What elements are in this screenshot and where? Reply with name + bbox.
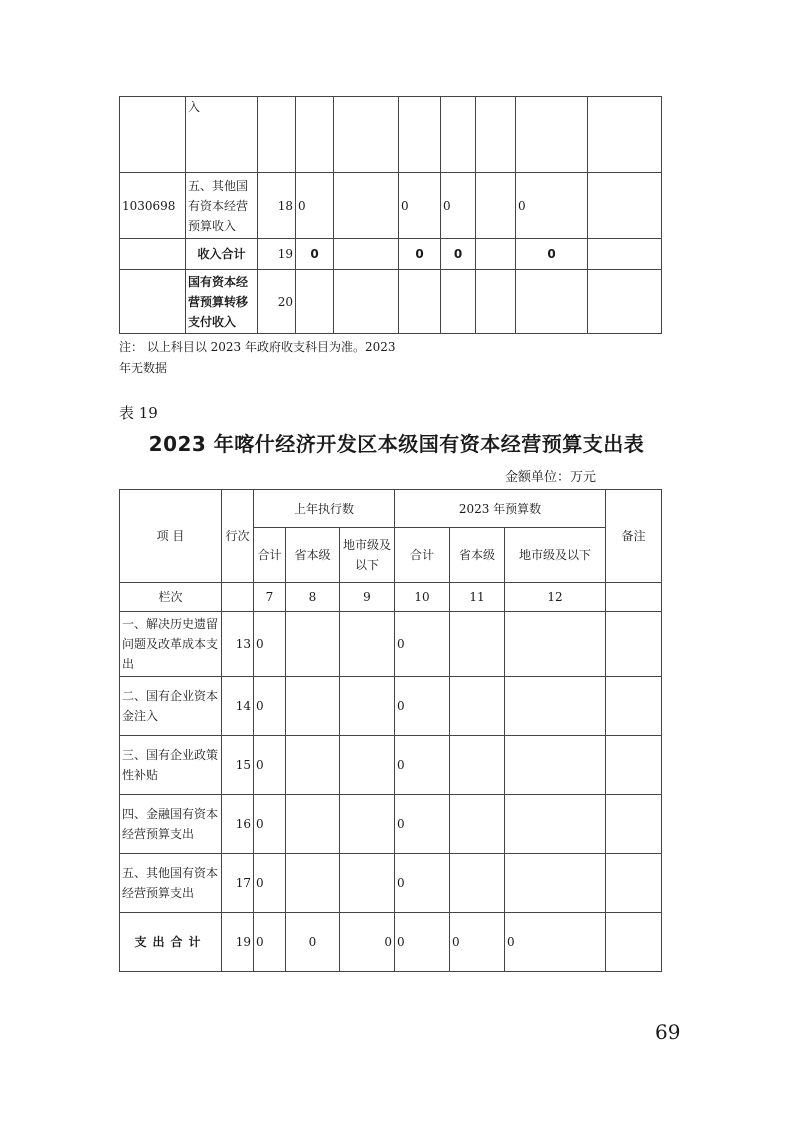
column-cell: 9 [340,583,395,612]
column-cell: 12 [505,583,606,612]
remark-cell [606,583,662,612]
value-cell [505,677,606,736]
line-cell: 15 [222,736,254,795]
column-cell [222,583,254,612]
header-prev-year: 上年执行数 [254,490,395,528]
code-cell [120,239,186,270]
name-cell: 五、其他国有资本经营预算收入 [186,173,258,239]
value-cell: 0 [340,913,395,972]
table-row [120,736,662,795]
value-cell: 0 [254,854,286,913]
value-cell: 0 [286,913,340,972]
name-cell: 五、其他国有资本经营预算支出 [120,854,222,913]
header-sub-province: 省本级 [450,528,505,583]
value-cell: 0 [399,173,441,239]
remark-cell [588,173,662,239]
line-cell: 18 [258,173,296,239]
remark-cell [588,97,662,173]
value-cell: 0 [516,173,588,239]
header-remark: 备注 [606,490,662,583]
value-cell: 0 [395,677,450,736]
line-cell: 14 [222,677,254,736]
header-sub-local: 地市级及以下 [340,528,395,583]
table-label: 表 19 [119,404,158,422]
remark-cell [606,795,662,854]
value-cell [296,97,334,173]
line-cell: 19 [258,239,296,270]
value-cell [334,173,399,239]
value-cell [340,612,395,677]
name-cell: 入 [186,97,258,173]
table-row [120,239,662,270]
value-cell [505,736,606,795]
column-label: 栏次 [120,583,222,612]
value-cell [334,97,399,173]
value-cell [476,173,516,239]
header-item: 项 目 [120,490,222,583]
table-row [120,854,662,913]
value-cell: 0 [395,736,450,795]
value-cell [505,795,606,854]
total-row [120,913,662,972]
value-cell: 0 [254,913,286,972]
value-cell: 0 [296,239,334,270]
value-cell [450,677,505,736]
line-cell [258,97,296,173]
revenue-table-continuation [119,96,662,334]
line-cell: 16 [222,795,254,854]
value-cell: 0 [441,173,476,239]
line-cell: 13 [222,612,254,677]
name-cell: 一、解决历史遗留问题及改革成本支出 [120,612,222,677]
value-cell [286,854,340,913]
line-cell: 20 [258,270,296,334]
column-cell: 11 [450,583,505,612]
remark-cell [606,736,662,795]
value-cell: 0 [395,854,450,913]
value-cell [399,97,441,173]
value-cell [476,270,516,334]
value-cell: 0 [399,239,441,270]
value-cell: 0 [395,612,450,677]
name-cell: 国有资本经营预算转移支付收入 [186,270,258,334]
value-cell: 0 [516,239,588,270]
remark-cell [606,854,662,913]
note-line: 注： 以上科目以 2023 年政府收支科目为准。2023 [119,340,396,354]
table-row [120,612,662,677]
remark-cell [588,270,662,334]
table-row [120,795,662,854]
value-cell [476,97,516,173]
code-cell: 1030698 [120,173,186,239]
column-cell: 10 [395,583,450,612]
table-note [119,337,419,379]
line-cell: 17 [222,854,254,913]
header-line: 行次 [222,490,254,583]
value-cell [340,795,395,854]
value-cell: 0 [254,795,286,854]
value-cell [296,270,334,334]
value-cell [441,97,476,173]
value-cell [334,239,399,270]
value-cell [286,795,340,854]
value-cell [286,677,340,736]
table-row [120,97,662,173]
value-cell [450,612,505,677]
value-cell [450,795,505,854]
header-sub-local: 地市级及以下 [505,528,606,583]
value-cell [505,854,606,913]
value-cell: 0 [296,173,334,239]
value-cell [450,736,505,795]
name-cell: 三、国有企业政策性补贴 [120,736,222,795]
value-cell: 0 [395,795,450,854]
name-cell: 收入合计 [186,239,258,270]
value-cell: 0 [254,736,286,795]
remark-cell [606,612,662,677]
name-cell: 支出合计 [120,913,222,972]
table-row [120,173,662,239]
value-cell: 0 [254,612,286,677]
table-row [120,270,662,334]
value-cell [340,736,395,795]
value-cell [505,612,606,677]
header-row [120,490,662,528]
page-title: 2023 年喀什经济开发区本级国有资本经营预算支出表 [148,432,645,456]
remark-cell [606,913,662,972]
header-budget-year: 2023 年预算数 [395,490,606,528]
value-cell: 0 [395,913,450,972]
value-cell [340,677,395,736]
page-number: 69 [655,1020,681,1044]
value-cell: 0 [505,913,606,972]
code-cell [120,97,186,173]
remark-cell [606,677,662,736]
header-sub-total: 合计 [254,528,286,583]
code-cell [120,270,186,334]
value-cell [286,612,340,677]
column-cell: 8 [286,583,340,612]
value-cell [286,736,340,795]
remark-cell [588,239,662,270]
name-cell: 四、金融国有资本经营预算支出 [120,795,222,854]
unit-label: 金额单位：万元 [505,470,597,485]
value-cell: 0 [254,677,286,736]
value-cell [516,270,588,334]
value-cell [441,270,476,334]
value-cell [450,854,505,913]
value-cell: 0 [450,913,505,972]
name-cell: 二、国有企业资本金注入 [120,677,222,736]
value-cell [334,270,399,334]
value-cell [340,854,395,913]
value-cell: 0 [441,239,476,270]
expenditure-table [119,489,662,972]
column-number-row [120,583,662,612]
value-cell [399,270,441,334]
value-cell [476,239,516,270]
column-cell: 7 [254,583,286,612]
note-line: 年无数据 [119,361,168,375]
header-sub-total: 合计 [395,528,450,583]
line-cell: 19 [222,913,254,972]
header-sub-province: 省本级 [286,528,340,583]
table-row [120,677,662,736]
value-cell [516,97,588,173]
